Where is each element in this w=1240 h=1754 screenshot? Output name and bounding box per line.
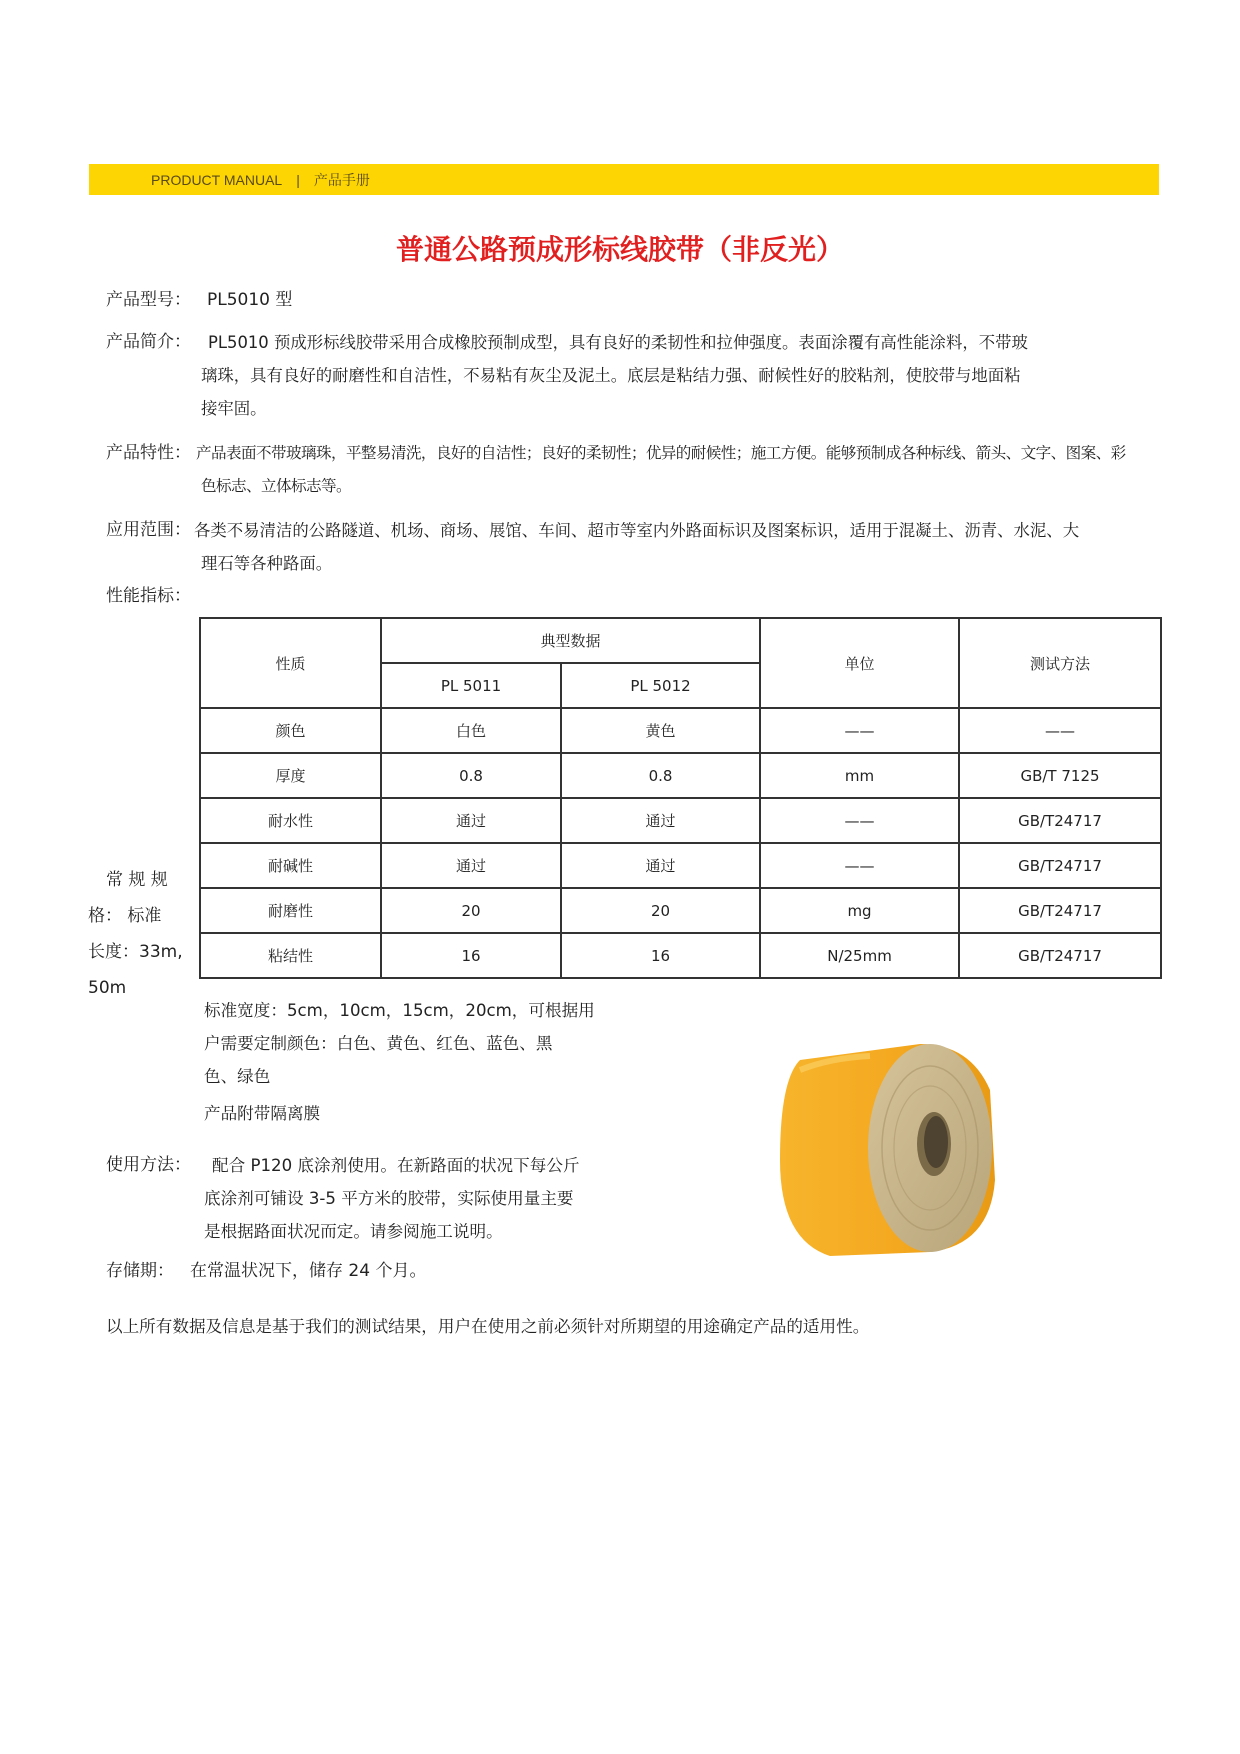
spec-line: 色、绿色 xyxy=(204,1067,271,1086)
cell-pl5011: 16 xyxy=(381,933,561,978)
usage-line: 底涂剂可铺设 3-5 平方米的胶带，实际使用量主要 xyxy=(204,1189,574,1208)
spec-side-line: 长度：33m, xyxy=(88,942,183,962)
spec-side-line: 常 规 规 xyxy=(106,870,168,890)
disclaimer-text: 以上所有数据及信息是基于我们的测试结果，用户在使用之前必须针对所期望的用途确定产品的适用性。 xyxy=(106,1317,870,1336)
cell-unit: mm xyxy=(760,753,959,798)
table-row xyxy=(200,708,1161,753)
spec-table xyxy=(199,617,1162,979)
header-property: 性质 xyxy=(200,618,381,708)
table-row xyxy=(200,798,1161,843)
cell-pl5011: 通过 xyxy=(381,798,561,843)
intro-line: 接牢固。 xyxy=(201,399,267,418)
page-title: 普通公路预成形标线胶带（非反光） xyxy=(395,233,844,266)
usage-label: 使用方法： xyxy=(106,1155,191,1175)
usage-line: 是根据路面状况而定。请参阅施工说明。 xyxy=(204,1222,503,1241)
cell-unit: —— xyxy=(760,708,959,753)
header-test-method: 测试方法 xyxy=(959,618,1161,708)
intro-line: PL5010 预成形标线胶带采用合成橡胶预制成型，具有良好的柔韧性和拉伸强度。表面涂覆有高性能涂料，不带玻 xyxy=(208,333,1028,352)
intro-label: 产品简介： xyxy=(106,332,191,352)
spec-width-text xyxy=(204,994,595,1093)
header-typical-data: 典型数据 xyxy=(381,618,760,663)
cell-property: 厚度 xyxy=(200,753,381,798)
scope-label: 应用范围： xyxy=(106,520,191,540)
header-separator: | xyxy=(296,172,300,188)
cell-unit: —— xyxy=(760,843,959,888)
spec-line: 户需要定制颜色：白色、黄色、红色、蓝色、黑 xyxy=(204,1034,553,1053)
cell-method: GB/T24717 xyxy=(959,843,1161,888)
intro-line: 璃珠，具有良好的耐磨性和自洁性，不易粘有灰尘及泥土。底层是粘结力强、耐候性好的胶粘剂，使胶带与地面粘 xyxy=(201,366,1021,385)
scope-line: 理石等各种路面。 xyxy=(201,554,333,573)
intro-text xyxy=(201,326,1028,425)
cell-pl5011: 白色 xyxy=(381,708,561,753)
usage-text xyxy=(204,1149,580,1248)
table-row xyxy=(200,888,1161,933)
header-text xyxy=(151,170,370,190)
header-pl5012: PL 5012 xyxy=(561,663,760,708)
features-label: 产品特性： xyxy=(106,443,191,463)
cell-pl5011: 0.8 xyxy=(381,753,561,798)
cell-pl5012: 通过 xyxy=(561,798,760,843)
table-row xyxy=(200,753,1161,798)
header-zh: 产品手册 xyxy=(313,172,370,188)
cell-pl5011: 通过 xyxy=(381,843,561,888)
cell-unit: N/25mm xyxy=(760,933,959,978)
scope-line: 各类不易清洁的公路隧道、机场、商场、展馆、车间、超市等室内外路面标识及图案标识，适用于混凝土、沥青、水泥、大 xyxy=(194,521,1080,540)
cell-property: 耐碱性 xyxy=(200,843,381,888)
features-line: 色标志、立体标志等。 xyxy=(201,477,351,495)
cell-method: GB/T24717 xyxy=(959,933,1161,978)
header-pl5011: PL 5011 xyxy=(381,663,561,708)
header-unit: 单位 xyxy=(760,618,959,708)
film-text xyxy=(204,1097,320,1130)
cell-method: GB/T24717 xyxy=(959,888,1161,933)
model-label: 产品型号： xyxy=(106,290,191,310)
usage-line: 配合 P120 底涂剂使用。在新路面的状况下每公斤 xyxy=(212,1156,580,1175)
storage-value: 在常温状况下，储存 24 个月。 xyxy=(190,1261,427,1281)
table-row xyxy=(200,843,1161,888)
spec-side-line: 50m xyxy=(88,978,127,998)
cell-method: GB/T 7125 xyxy=(959,753,1161,798)
cell-unit: —— xyxy=(760,798,959,843)
header-banner xyxy=(89,164,1159,195)
cell-method: —— xyxy=(959,708,1161,753)
features-text xyxy=(196,437,1126,503)
cell-pl5012: 0.8 xyxy=(561,753,760,798)
cell-pl5012: 黄色 xyxy=(561,708,760,753)
cell-pl5012: 16 xyxy=(561,933,760,978)
model-value: PL5010 型 xyxy=(207,290,293,310)
cell-pl5011: 20 xyxy=(381,888,561,933)
cell-pl5012: 20 xyxy=(561,888,760,933)
header-en: PRODUCT MANUAL xyxy=(151,172,283,188)
scope-text xyxy=(194,514,1079,580)
spec-side-line: 格： 标准 xyxy=(88,906,162,926)
table-row xyxy=(200,933,1161,978)
cell-property: 粘结性 xyxy=(200,933,381,978)
performance-label: 性能指标： xyxy=(106,586,191,606)
cell-property: 耐磨性 xyxy=(200,888,381,933)
film-line: 产品附带隔离膜 xyxy=(204,1104,321,1123)
features-line: 产品表面不带玻璃珠，平整易清洗，良好的自洁性；良好的柔韧性；优异的耐候性；施工方便。能够预制成各种标线、箭头、文字、图案、彩 xyxy=(196,444,1126,462)
spec-line: 标准宽度：5cm，10cm，15cm，20cm，可根据用 xyxy=(204,1001,595,1020)
storage-label: 存储期： xyxy=(106,1261,174,1281)
spec-side-text xyxy=(88,862,188,1006)
cell-property: 耐水性 xyxy=(200,798,381,843)
cell-unit: mg xyxy=(760,888,959,933)
cell-method: GB/T24717 xyxy=(959,798,1161,843)
cell-property: 颜色 xyxy=(200,708,381,753)
tape-roll-image xyxy=(770,1030,1010,1270)
cell-pl5012: 通过 xyxy=(561,843,760,888)
